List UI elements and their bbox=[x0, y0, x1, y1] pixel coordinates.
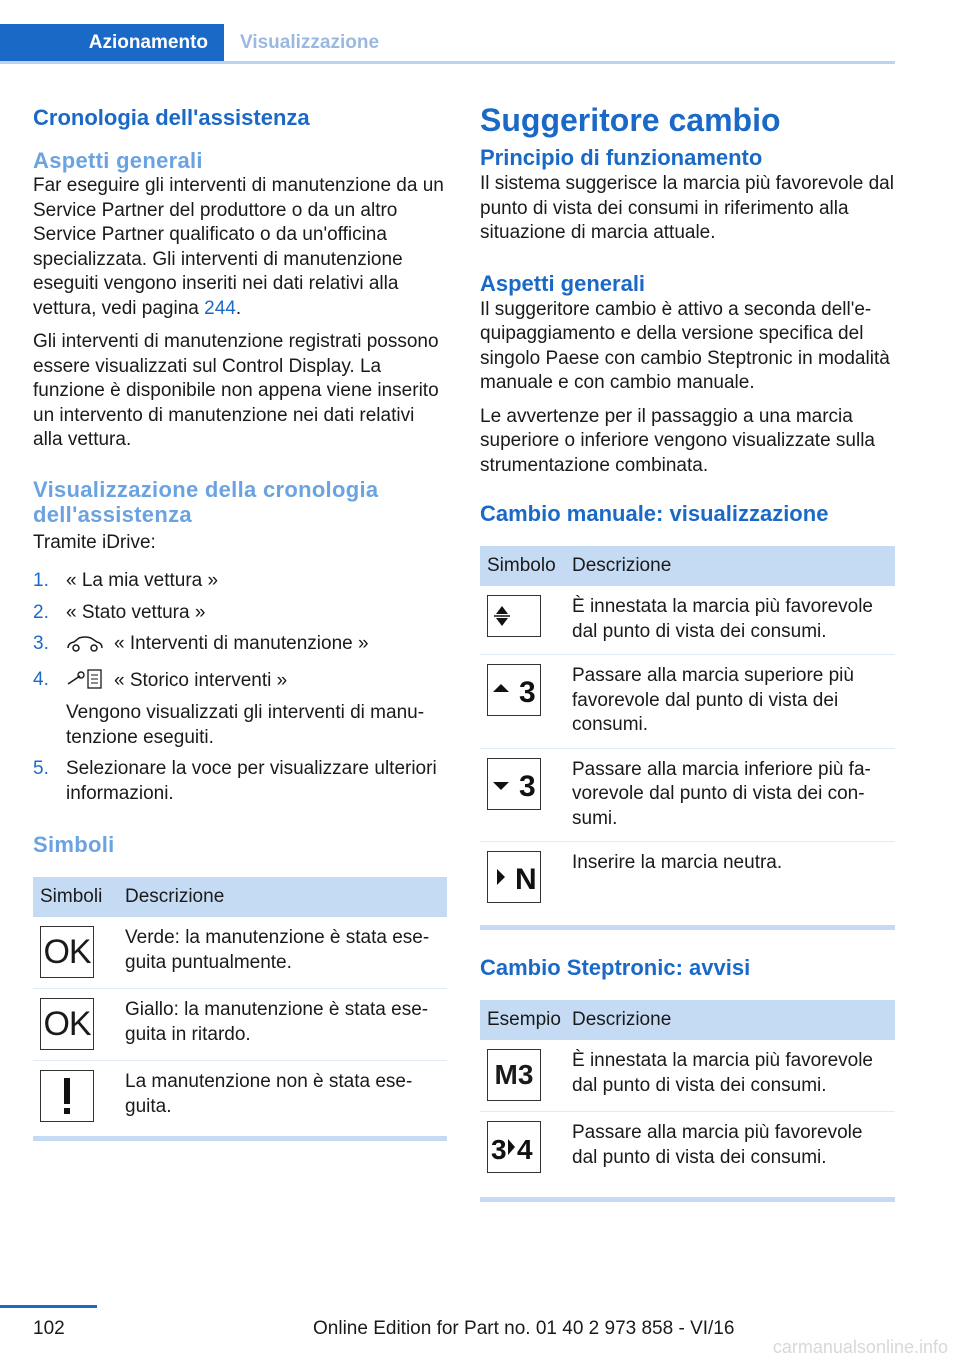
table-row: OK Verde: la manutenzione è stata eseguita puntualmente. bbox=[33, 917, 447, 989]
right-column bbox=[480, 100, 895, 1202]
m3-icon: M3 bbox=[487, 1049, 541, 1101]
table-row: M3 È innestata la marcia più favorevole dal punto di vista dei consumi. bbox=[480, 1040, 895, 1112]
exclamation-icon bbox=[40, 1070, 94, 1122]
shift-up-icon bbox=[487, 664, 541, 716]
manual-gear-table bbox=[480, 546, 895, 913]
heading-visualizzazione-cronologia: Visualizzazione della cronologia dell'assistenza bbox=[33, 476, 379, 527]
table-header: Esempio bbox=[480, 1000, 565, 1040]
page-number: 102 bbox=[33, 1318, 65, 1339]
tab-visualizzazione[interactable]: Visualizzazione bbox=[240, 32, 380, 53]
svg-text:4: 4 bbox=[517, 1134, 533, 1165]
heading-aspetti-generali: Aspetti generali bbox=[33, 148, 203, 173]
table-end-bar bbox=[480, 1197, 895, 1202]
table-header: Descrizione bbox=[565, 1000, 895, 1040]
left-column bbox=[33, 100, 447, 1141]
table-row: N Inserire la marcia neutra. bbox=[480, 842, 895, 914]
table-row: È innestata la marcia più favorevole dal punto di vista dei consumi. bbox=[480, 586, 895, 655]
list-item: 5. Selezionare la voce per visualizzare ulteriori informazioni. bbox=[33, 758, 437, 804]
paragraph: Far eseguire gli interventi di manutenzione da un Service Partner del produttore o da un altro Service Partner qualificato o da un'officina specializzata. Gli interventi di manutenzione eseguiti vengono inseriti nei dati relativi alla vettura, vedi pagina 244. bbox=[33, 175, 444, 319]
gear-3-to-4-icon bbox=[487, 1121, 541, 1173]
ok-icon: OK bbox=[40, 998, 94, 1050]
table-row: La manutenzione non è stata eseguita. bbox=[33, 1061, 447, 1133]
heading-principio: Principio di funzionamento bbox=[480, 145, 763, 170]
paragraph: Il suggeritore cambio è attivo a seconda dell'equipaggiamento e della versione specifica del singolo Paese con cambio Steptronic in modalità manuale e con cambio manuale. bbox=[480, 298, 890, 393]
table-end-bar bbox=[33, 1136, 447, 1141]
shift-down-icon bbox=[487, 758, 541, 810]
svg-text:3: 3 bbox=[519, 769, 536, 803]
heading-aspetti-generali: Aspetti generali bbox=[480, 270, 646, 296]
table-row: OK Giallo: la manutenzione è stata eseguita in ritardo. bbox=[33, 989, 447, 1061]
symbols-table bbox=[33, 877, 447, 1132]
paragraph: Gli interventi di manutenzione registrati possono essere visualizzati sul Control Display. La funzione è disponibile non appena viene inserito un intervento di manutenzione nei dati relativi alla vettura. bbox=[33, 331, 439, 450]
header-tabs bbox=[0, 24, 895, 64]
paragraph: Il sistema suggerisce la marcia più favorevole dal punto di vista dei consumi in riferimento alla situazione di marcia attuale. bbox=[480, 173, 894, 243]
car-service-icon bbox=[66, 635, 104, 661]
page-link[interactable]: 244 bbox=[204, 297, 236, 319]
heading-cambio-steptronic: Cambio Steptronic: avvisi bbox=[480, 955, 751, 980]
section-title-cronologia: Cronologia dell'assistenza bbox=[33, 105, 310, 130]
footer-line bbox=[0, 1305, 97, 1308]
svg-text:N: N bbox=[515, 863, 537, 896]
table-row: 3 Passare alla marcia inferiore più favorevole dal punto di vista dei consumi. bbox=[480, 748, 895, 842]
table-row: 3 Passare alla marcia superiore più favorevole dal punto di vista dei consumi. bbox=[480, 655, 895, 749]
list-item: 2. « Stato vettura » bbox=[33, 601, 206, 623]
tab-azionamento[interactable]: Azionamento bbox=[0, 24, 224, 61]
svg-text:3: 3 bbox=[491, 1134, 507, 1165]
ok-icon: OK bbox=[40, 926, 94, 978]
svg-text:3: 3 bbox=[519, 676, 536, 709]
list-item: 1. « La mia vettura » bbox=[33, 570, 219, 591]
list-item: 3. « Interventi di manutenzione » bbox=[33, 632, 447, 661]
table-header: Descrizione bbox=[565, 546, 895, 586]
paragraph: Tramite iDrive: bbox=[33, 531, 156, 553]
edition-label: Online Edition for Part no. 01 40 2 973 858 - VI/16 bbox=[313, 1318, 735, 1339]
list-item: 4. « Storico interventi » Vengono visualizzati gli interventi di manutenzione eseguiti. bbox=[33, 668, 425, 748]
table-header: Simboli bbox=[33, 877, 118, 917]
heading-cambio-manuale: Cambio manuale: visualizzazione bbox=[480, 501, 829, 526]
table-header: Descrizione bbox=[118, 877, 447, 917]
table-header: Simbolo bbox=[480, 546, 565, 586]
table-row: 3 4 Passare alla marcia più favorevole dal punto di vista dei consumi. bbox=[480, 1112, 895, 1184]
neutral-icon bbox=[487, 851, 541, 903]
service-history-icon bbox=[66, 668, 104, 698]
steptronic-table bbox=[480, 1000, 895, 1183]
page-title: Suggeritore cambio bbox=[480, 102, 781, 138]
heading-simboli: Simboli bbox=[33, 832, 115, 857]
watermark: carmanualsonline.info bbox=[772, 1337, 948, 1357]
step-list bbox=[33, 569, 447, 806]
up-down-arrows-icon bbox=[487, 595, 541, 637]
paragraph: Le avvertenze per il passaggio a una marcia superiore o inferiore vengono visualizzate sulla strumentazione combinata. bbox=[480, 405, 876, 476]
